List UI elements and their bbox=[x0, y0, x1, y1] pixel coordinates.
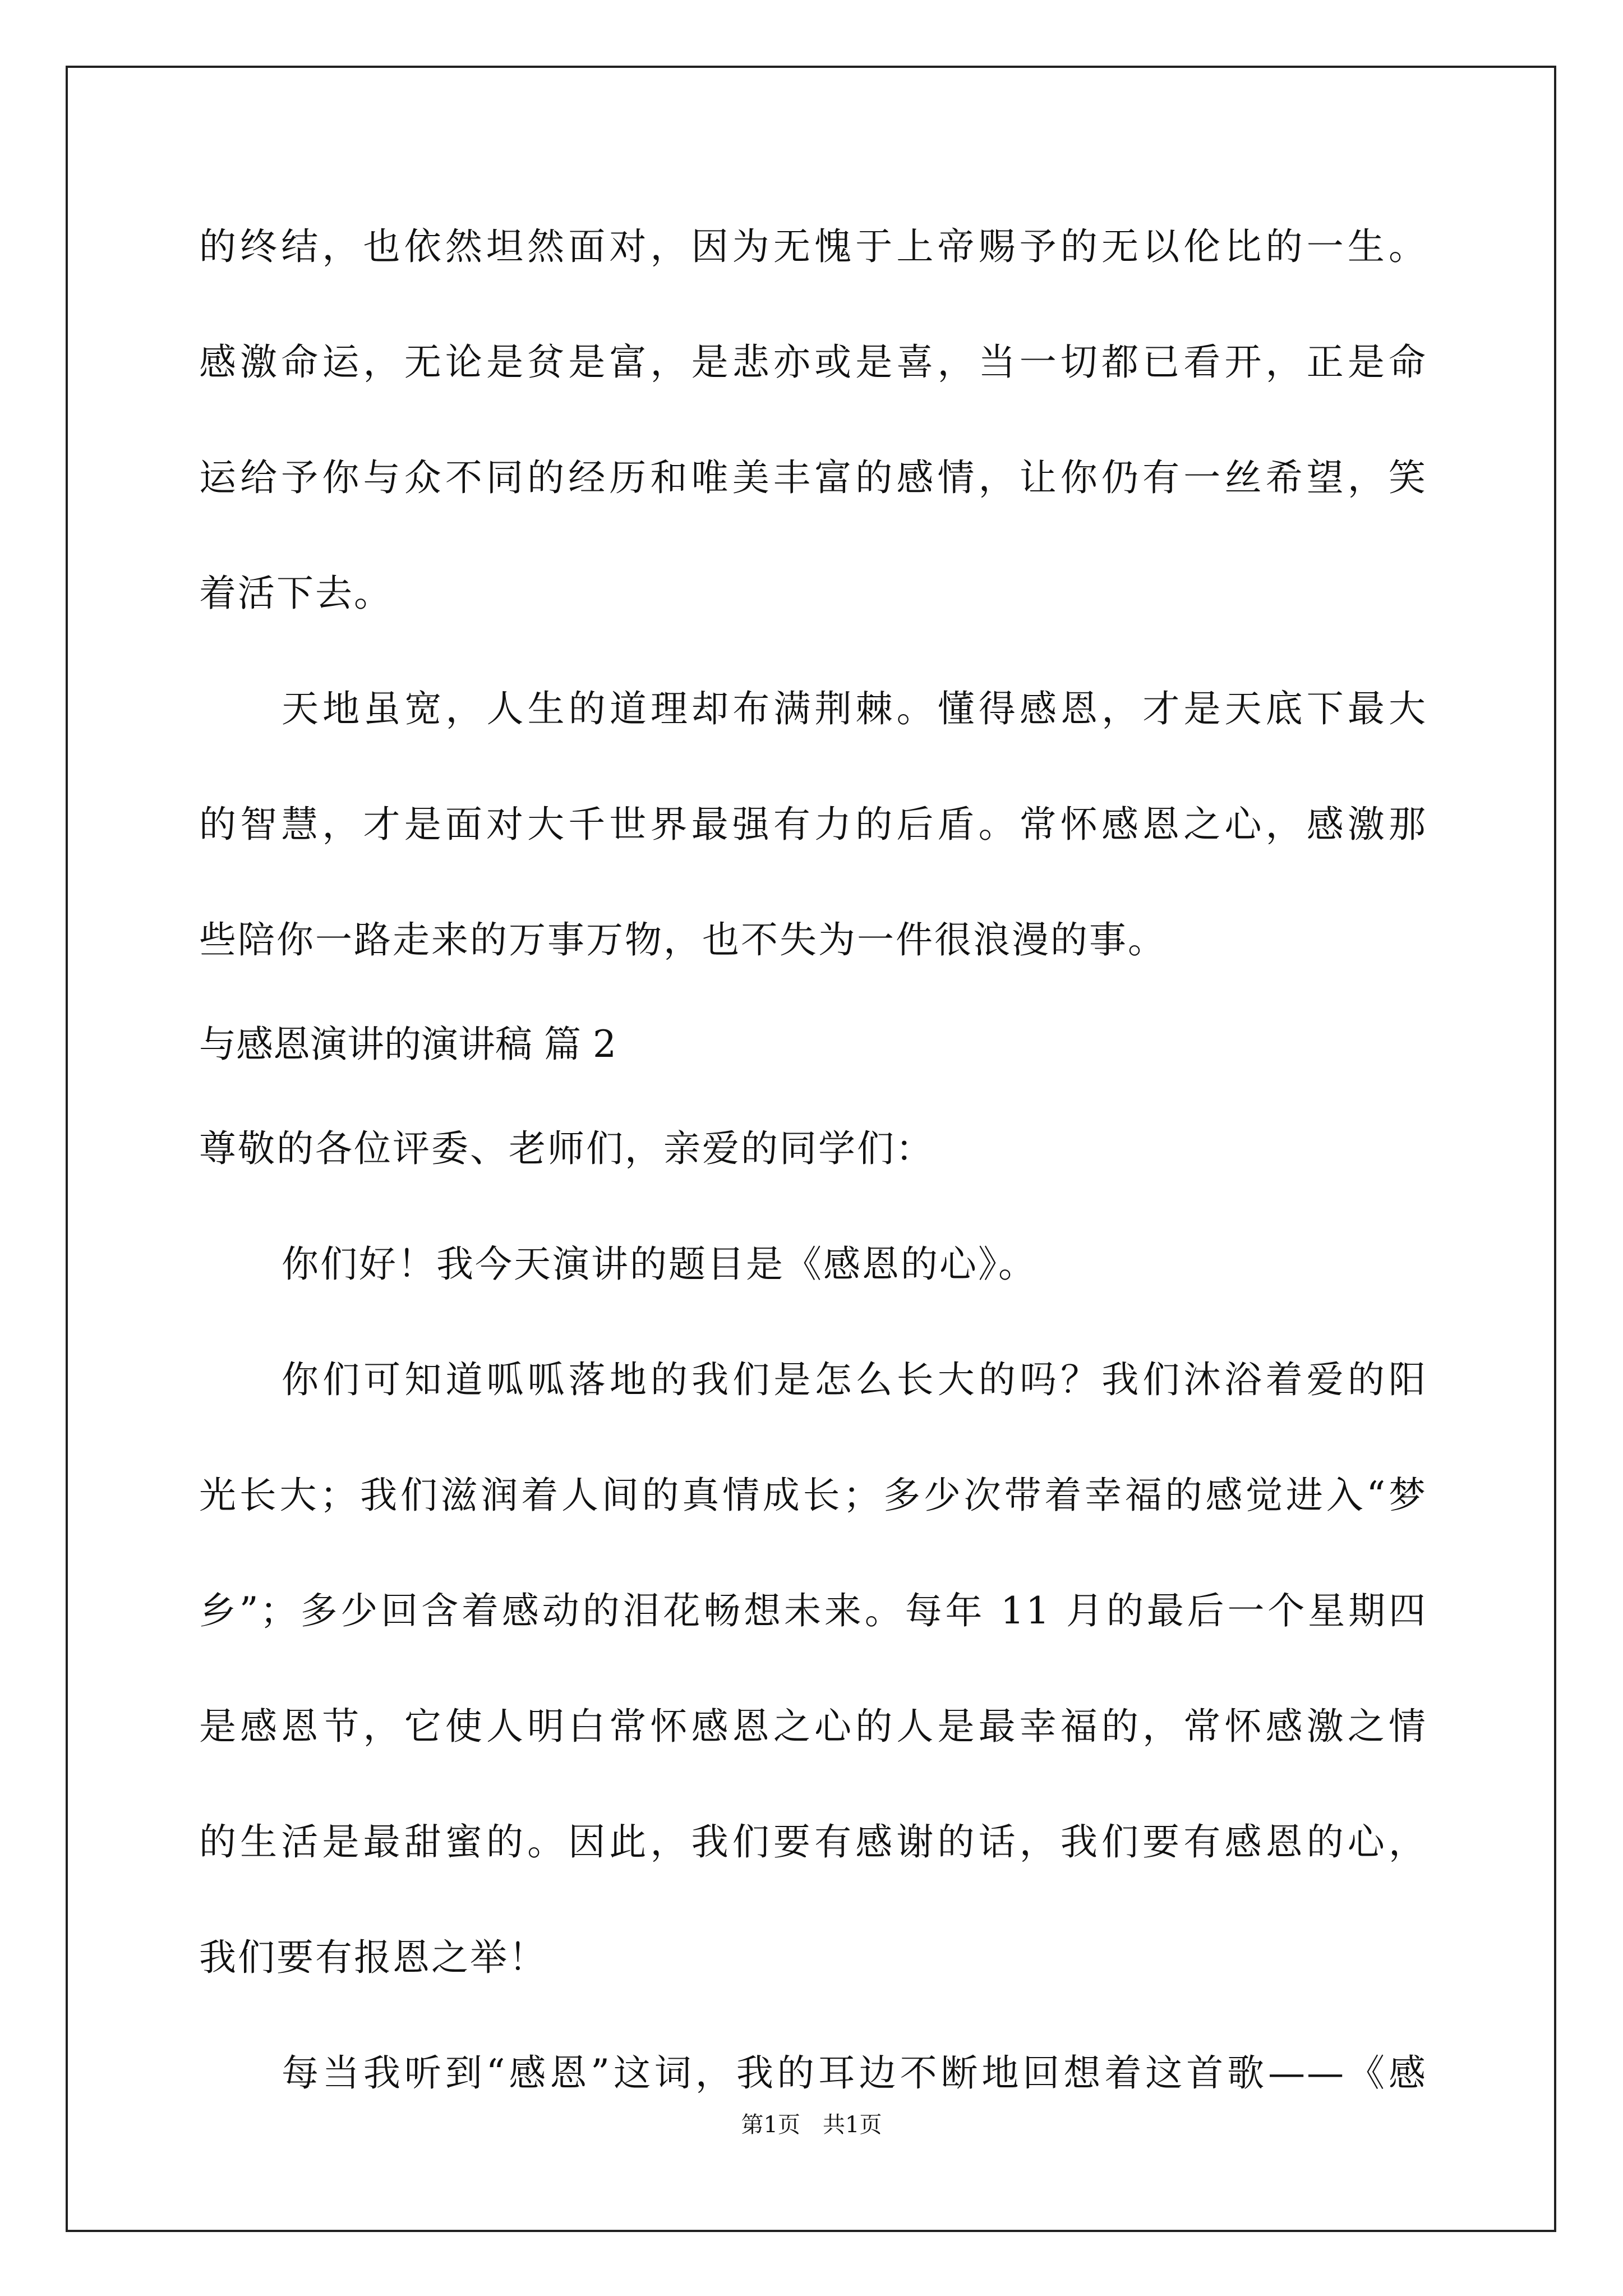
paragraph-first-line: 天地虽宽，人生的道理却布满荆棘。懂得感恩，才是天底下最大 bbox=[282, 687, 1427, 730]
text-line: 感激命运，无论是贫是富，是悲亦或是喜，当一切都已看开，正是命 bbox=[199, 341, 1427, 384]
text-line: 些陪你一路走来的万事万物，也不失为一件很浪漫的事。 bbox=[199, 918, 1166, 961]
text-line: 我们要有报恩之举！ bbox=[199, 1936, 547, 1979]
page-footer: 第1页 共1页 bbox=[741, 2112, 882, 2138]
paragraph-first-line: 你们好！我今天演讲的题目是《感恩的心》。 bbox=[282, 1243, 1037, 1286]
text-line: 的智慧，才是面对大千世界最强有力的后盾。常怀感恩之心，感激那 bbox=[199, 803, 1427, 846]
text-line: 着活下去。 bbox=[199, 572, 393, 615]
salutation: 尊敬的各位评委、老师们，亲爱的同学们： bbox=[199, 1127, 934, 1170]
text-line: 的生活是最甜蜜的。因此，我们要有感谢的话，我们要有感恩的心， bbox=[199, 1820, 1427, 1864]
paragraph-first-line: 你们可知道呱呱落地的我们是怎么长大的吗？我们沐浴着爱的阳 bbox=[282, 1358, 1427, 1401]
text-line: 光长大；我们滋润着人间的真情成长；多少次带着幸福的感觉进入“梦 bbox=[199, 1474, 1427, 1517]
text-line: 乡”；多少回含着感动的泪花畅想未来。每年 11 月的最后一个星期四 bbox=[199, 1589, 1427, 1632]
text-line: 的终结，也依然坦然面对，因为无愧于上帝赐予的无以伦比的一生。 bbox=[199, 225, 1427, 268]
text-line: 是感恩节，它使人明白常怀感恩之心的人是最幸福的，常怀感激之情 bbox=[199, 1705, 1427, 1748]
paragraph-first-line: 每当我听到“感恩”这词，我的耳边不断地回想着这首歌——《感 bbox=[282, 2051, 1427, 2095]
section-heading: 与感恩演讲的演讲稿 篇 2 bbox=[199, 1023, 616, 1066]
text-line: 运给予你与众不同的经历和唯美丰富的感情，让你仍有一丝希望，笑 bbox=[199, 456, 1427, 499]
